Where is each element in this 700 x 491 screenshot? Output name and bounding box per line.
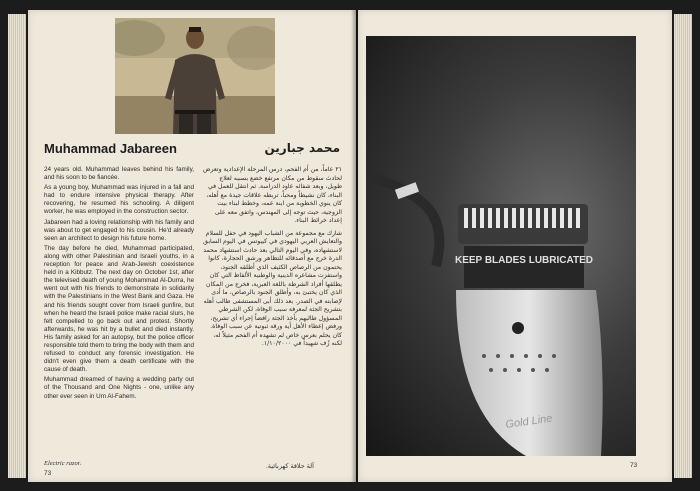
page-stack-left <box>8 14 26 478</box>
portrait-photo <box>115 18 275 134</box>
arabic-caption: آلة حلاقة كهربائية. <box>266 463 314 470</box>
arabic-biography <box>202 166 342 353</box>
english-biography <box>44 166 194 403</box>
page-number-right: 73 <box>630 462 638 469</box>
page-number-left: 73 <box>44 470 52 477</box>
open-book <box>8 8 692 484</box>
person-name-english: Muhammad Jabareen <box>44 141 177 156</box>
english-paragraph: 24 years old. Muhammad leaves behind his family, and his soon to be fiancée. <box>44 166 194 182</box>
right-page <box>358 10 672 482</box>
left-page <box>28 10 356 482</box>
arabic-paragraph: ٢١ عاماً، من أم الفحم، درس المرحلة الإعدادية وتعرض لحادث سقوط من مكان مرتفع خضع بسببه لعلاج طويل، وبعد شفائه عاود الدراسة. ثم انتقل للعمل في البناء، كان نشيطاً ومحباً، تربطه علاقات جيدة مع أهله، كان ينوي الخطوبة من ابنة عمه، وخطط لبناء بيت الزوجية، حيث توجه إلى المهندس، واتفق معه على إعداد خرائط البناء. <box>203 166 342 224</box>
razor-label-text: KEEP BLADES LUBRICATED <box>455 255 593 266</box>
electric-razor-photo <box>366 36 636 456</box>
person-name-arabic: محمد جبارين <box>264 141 340 155</box>
english-paragraph: The day before he died, Muhammad participated, along with other Palestinian and Israeli youths, in a reception for peace and Arab-Jewish coexistence held in a Kibbutz. The next day on October 1st, after the televised death of young Mohammad Al-Durra, he went out with his friends to demonstrate in solidarity with the Palestinians in the West Bank and Gaza. He and his friends sought cover from Israeli gunfire, but when he heard the Israeli police make racial slurs, he felt compelled to go back out and protest. Shortly afterwards, he was hit by a bullet and died instantly. His family asked for an autopsy, but the police officer responsible told them to bring the body with them and refused to conduct any forensic investigation. He didn't even give them a death certificate with the cause of death. <box>44 244 194 374</box>
english-paragraph: As a young boy, Muhammad was injured in a fall and had to endure intensive physical therapy. After recovering, he resumed his schooling. A diligent worker, he was employed in the construction sector. <box>44 184 194 216</box>
arabic-paragraph: شارك مع مجموعة من الشباب اليهود في حفل للسلام والتعايش العربي اليهودي في كيبوتس في اليوم السابق لاستشهاده، وفي اليوم التالي بعد حادث استشهاد محمد الدرة خرج مع أصدقائه للتظاهر ورشق الحجارة، كانوا يحتمون من الرصاص الكثيف الذي أطلقه الجنود، واستفزت مشاعره الدينية والوطنية الألفاظ التي كان يطلقها أفراد الشرطة باللغة العبرية، فخرج من المكان الذي كان يختبئ به، وأطلق الجنود بالرصاص، ما أدى لإصابته في الصدر. بعد ذلك أبى المستشفى طالب أهله بتشريح الجثة لمعرفة سبب الوفاة، لكن الشرطي المسؤول طالبهم بأخذ الجثة رافضاً إجراء أي تشريح، ورفض إعطاء الأهل أية ورقة ثبوتية عن سبب الوفاة. كان يحلم بعرس خاص لم تشهده أم الفحم مثيلاً له، لكنه زُف شهيداً في ١/١٠/٢٠٠٠. <box>203 229 342 347</box>
english-paragraph: Jabareen had a loving relationship with his family and was about to get engaged to his cousin. He'd already seen an architect to design his future home. <box>44 218 194 242</box>
english-paragraph: Muhammad dreamed of having a wedding party out of the Thousand and One Nights - one, unlike any other ever seen in Um Al-Fahem. <box>44 376 194 400</box>
photo-caption: Electric razor. <box>44 460 82 467</box>
razor-brand-text: Gold Line <box>504 412 554 431</box>
page-stack-right <box>674 14 692 478</box>
